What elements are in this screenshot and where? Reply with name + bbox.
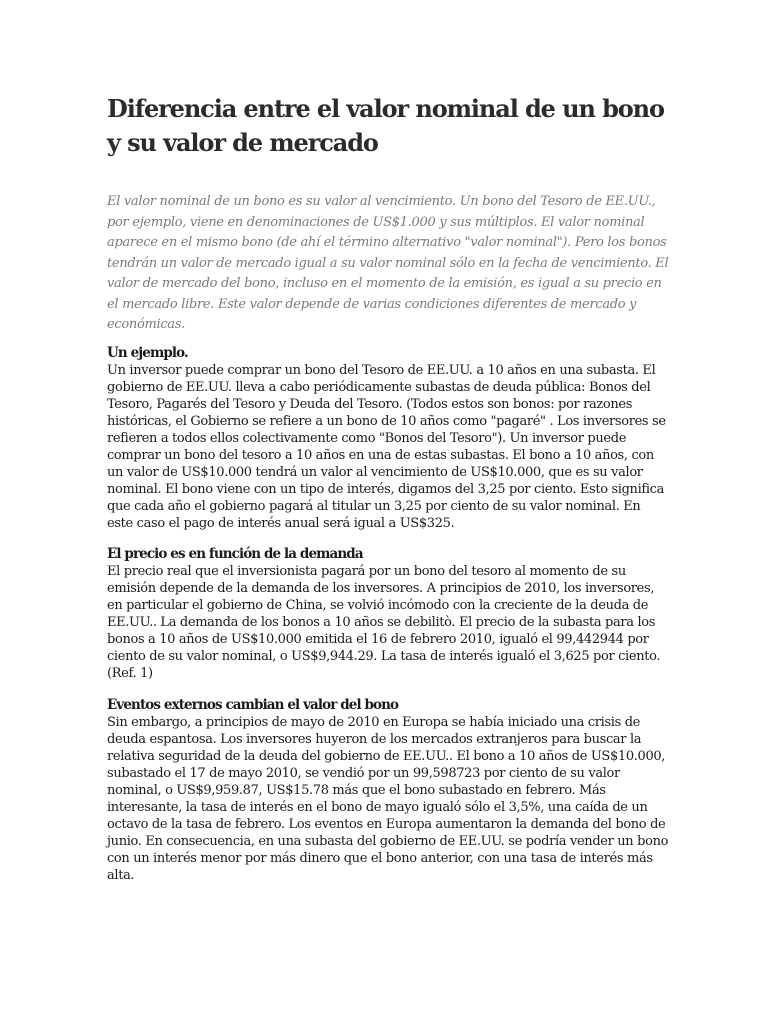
section-heading: Eventos externos cambian el valor del bono <box>107 697 399 713</box>
section-body: Un inversor puede comprar un bono del Tesoro de EE.UU. a 10 años en una subasta. El gobierno de EE.UU. lleva a cabo periódicamente subastas de deuda pública: Bonos del Tesoro, Pagarés del Tesoro y Deuda del Tesoro. (Todos estos son bonos: por razones históricas, el Gobierno se refiere a un bono de 10 años como "pagaré" . Los inversores se refieren a todos ellos colectivamente como "Bonos del Tesoro"). Un inversor puede comprar un bono del tesoro a 10 años en una de estas subastas. El bono a 10 años, con un valor de US$10.000 tendrá un valor al vencimiento de US$10.000, que es su valor nominal. El bono viene con un tipo de interés, digamos del 3,25 por ciento. Esto significa que cada año el gobierno pagará al titular un 3,25 por ciento de su valor nominal. En este caso el pago de interés anual será igual a US$325. <box>107 363 666 531</box>
section-external-events <box>107 697 669 884</box>
section-body: El precio real que el inversionista pagará por un bono del tesoro al momento de su emisión depende de la demanda de los inversores. A principios de 2010, los inversores, en particular el gobierno de China, se volvió incómodo con la creciente de la deuda de EE.UU.. La demanda de los bonos a 10 años se debilitò. El precio de la subasta para los bonos a 10 años de US$10.000 emitida el 16 de febrero 2010, igualó el 99,442944 por ciento de su valor nominal, o US$9,944.29. La tasa de interés igualó el 3,625 por ciento. (Ref. 1) <box>107 564 661 681</box>
section-body: Sin embargo, a principios de mayo de 2010 en Europa se había iniciado una crisis de deuda espantosa. Los inversores huyeron de los mercados extranjeros para buscar la relativa seguridad de la deuda del gobierno de EE.UU.. El bono a 10 años de US$10.000, subastado el 17 de mayo 2010, se vendió por un 99,598723 por ciento de su valor nominal, o US$9,959.87, US$15.78 más que el bono subastado en febrero. Más interesante, la tasa de interés en el bono de mayo igualó sólo el 3,5%, una caída de un octavo de la tasa de febrero. Los eventos en Europa aumentaron la demanda del bono de junio. En consecuencia, en una subasta del gobierno de EE.UU. se podría vender un bono con un interés menor por más dinero que el bono anterior, con una tasa de interés más alta. <box>107 715 669 883</box>
section-example <box>107 345 669 532</box>
article-lead-paragraph: El valor nominal de un bono es su valor al vencimiento. Un bono del Tesoro de EE.UU., por ejemplo, viene en denominaciones de US$1.000 y sus múltiplos. El valor nominal aparece en el mismo bono (de ahí el término alternativo "valor nominal"). Pero los bonos tendrán un valor de mercado igual a su valor nominal sólo en la fecha de vencimiento. El valor de mercado del bono, incluso en el momento de la emisión, es igual a su precio en el mercado libre. Este valor depende de varias condiciones diferentes de mercado y económicas. <box>107 194 669 332</box>
article-title: Diferencia entre el valor nominal de un bono y su valor de mercado <box>107 94 664 157</box>
section-heading: El precio es en función de la demanda <box>107 546 363 562</box>
section-price-demand <box>107 546 669 682</box>
section-heading: Un ejemplo. <box>107 345 188 361</box>
